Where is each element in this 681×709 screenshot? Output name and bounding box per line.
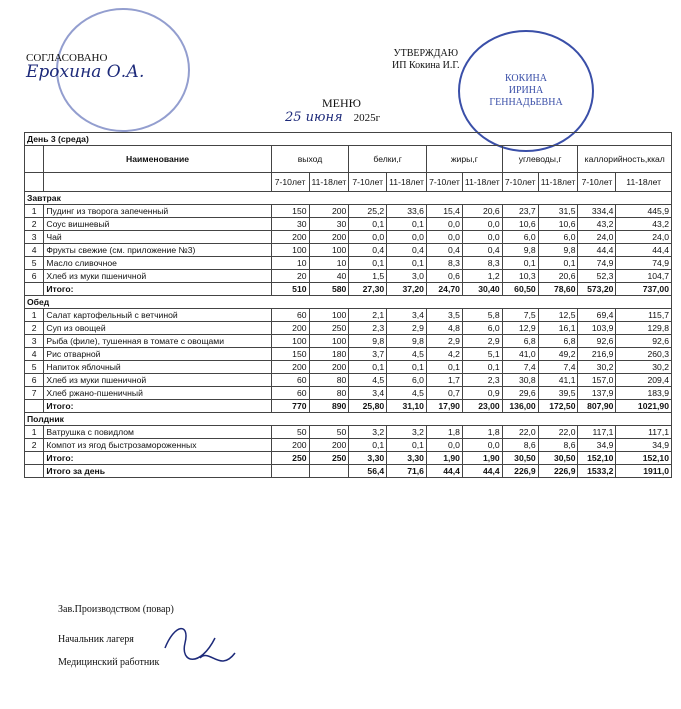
cell: 0,0 — [462, 439, 502, 452]
cell: 1 — [25, 205, 44, 218]
cell: 3,4 — [387, 309, 427, 322]
cell: 22,0 — [502, 426, 538, 439]
total-cell: 78,60 — [538, 283, 578, 296]
total-label: Итого: — [44, 400, 271, 413]
day-total-row — [25, 465, 672, 478]
cell: 200 — [309, 361, 349, 374]
cell: 2 — [25, 439, 44, 452]
cell: 0,4 — [426, 244, 462, 257]
cell: 10,6 — [538, 218, 578, 231]
total-label: Итого: — [44, 452, 271, 465]
table-row — [25, 348, 672, 361]
age-7-10: 7-10лет — [502, 173, 538, 192]
cell: 69,4 — [578, 309, 616, 322]
cell: 157,0 — [578, 374, 616, 387]
cell: 74,9 — [578, 257, 616, 270]
cell: 60 — [271, 387, 309, 400]
day-label: День 3 (среда) — [25, 133, 672, 146]
total-cell: 31,10 — [387, 400, 427, 413]
cell: 7,4 — [502, 361, 538, 374]
cell: 30 — [271, 218, 309, 231]
total-row — [25, 400, 672, 413]
total-cell: 1,90 — [426, 452, 462, 465]
cell: 100 — [309, 309, 349, 322]
footer-cook: Зав.Производством (повар) — [58, 604, 174, 615]
cell: 10,3 — [502, 270, 538, 283]
table-head-row — [25, 146, 672, 173]
cell: 9,8 — [502, 244, 538, 257]
cell: 1 — [25, 309, 44, 322]
cell: 20,6 — [462, 205, 502, 218]
col-name: Наименование — [44, 146, 271, 173]
age-7-10: 7-10лет — [349, 173, 387, 192]
total-cell: 3,30 — [349, 452, 387, 465]
table-row — [25, 374, 672, 387]
cell: 92,6 — [578, 335, 616, 348]
cell: 0,7 — [426, 387, 462, 400]
cell: 115,7 — [616, 309, 672, 322]
cell: 3,7 — [349, 348, 387, 361]
menu-date — [285, 110, 380, 125]
cell: 3,4 — [349, 387, 387, 400]
cell: 41,1 — [538, 374, 578, 387]
age-7-10: 7-10лет — [426, 173, 462, 192]
total-cell: 1,90 — [462, 452, 502, 465]
cell: 30 — [309, 218, 349, 231]
cell: 80 — [309, 374, 349, 387]
dish-name: Чай — [44, 231, 271, 244]
col-prot: белки,г — [349, 146, 427, 173]
cell: 4,5 — [387, 348, 427, 361]
cell: 445,9 — [616, 205, 672, 218]
total-cell: 37,20 — [387, 283, 427, 296]
cell: 34,9 — [616, 439, 672, 452]
cell: 0,1 — [426, 361, 462, 374]
cell: 6,0 — [387, 374, 427, 387]
cell: 3,2 — [349, 426, 387, 439]
approved-left-label: СОГЛАСОВАНО — [26, 52, 108, 64]
day-total-cell: 44,4 — [426, 465, 462, 478]
age-11-18: 11-18лет — [616, 173, 672, 192]
cell: 0,1 — [502, 257, 538, 270]
cell: 0,4 — [349, 244, 387, 257]
total-cell: 27,30 — [349, 283, 387, 296]
cell: 7 — [25, 387, 44, 400]
table-row — [25, 244, 672, 257]
total-cell: 25,80 — [349, 400, 387, 413]
cell: 0,4 — [462, 244, 502, 257]
cell: 5 — [25, 257, 44, 270]
total-cell: 1021,90 — [616, 400, 672, 413]
cell: 0,1 — [462, 361, 502, 374]
footer-signature — [160, 618, 240, 683]
cell: 6,0 — [538, 231, 578, 244]
total-cell: 172,50 — [538, 400, 578, 413]
cell: 200 — [271, 322, 309, 335]
total-cell: 3,30 — [387, 452, 427, 465]
dish-name: Хлеб из муки пшеничной — [44, 374, 271, 387]
table-row — [25, 257, 672, 270]
cell: 0,0 — [462, 231, 502, 244]
cell: 50 — [271, 426, 309, 439]
col-kcal: каллорийность,ккал — [578, 146, 672, 173]
cell: 30,8 — [502, 374, 538, 387]
cell: 1,7 — [426, 374, 462, 387]
dish-name: Фрукты свежие (см. приложение №3) — [44, 244, 271, 257]
age-11-18: 11-18лет — [462, 173, 502, 192]
cell: 40 — [309, 270, 349, 283]
cell: 50 — [309, 426, 349, 439]
cell: 39,5 — [538, 387, 578, 400]
cell: 0,6 — [426, 270, 462, 283]
cell: 150 — [271, 348, 309, 361]
cell: 9,8 — [538, 244, 578, 257]
cell: 4 — [25, 348, 44, 361]
cell: 4,5 — [387, 387, 427, 400]
cell: 0,1 — [387, 439, 427, 452]
menu-table — [24, 132, 672, 478]
age-7-10: 7-10лет — [271, 173, 309, 192]
cell — [25, 452, 44, 465]
cell: 2 — [25, 322, 44, 335]
cell: 41,0 — [502, 348, 538, 361]
col-fat: жиры,г — [426, 146, 502, 173]
cell: 2,9 — [462, 335, 502, 348]
day-total-cell: 1911,0 — [616, 465, 672, 478]
cell: 0,1 — [387, 257, 427, 270]
cell: 200 — [271, 361, 309, 374]
footer-medic: Медицинский работник — [58, 657, 160, 668]
cell: 34,9 — [578, 439, 616, 452]
cell: 200 — [271, 439, 309, 452]
table-row — [25, 205, 672, 218]
cell: 200 — [271, 231, 309, 244]
section-title: Обед — [25, 296, 672, 309]
table-row — [25, 387, 672, 400]
day-total-cell: 226,9 — [502, 465, 538, 478]
dish-name: Суп из овощей — [44, 322, 271, 335]
seal-line-2: ИРИНА — [508, 85, 544, 96]
page-title: МЕНЮ — [322, 96, 361, 110]
cell: 6,0 — [502, 231, 538, 244]
cell: 31,5 — [538, 205, 578, 218]
cell: 60 — [271, 374, 309, 387]
cell: 0,0 — [387, 231, 427, 244]
section-row — [25, 192, 672, 205]
total-cell: 770 — [271, 400, 309, 413]
cell: 1 — [25, 426, 44, 439]
table-row — [25, 439, 672, 452]
table-row — [25, 309, 672, 322]
cell: 117,1 — [578, 426, 616, 439]
total-cell: 17,90 — [426, 400, 462, 413]
cell: 8,3 — [426, 257, 462, 270]
cell: 1,5 — [349, 270, 387, 283]
cell: 29,6 — [502, 387, 538, 400]
cell: 5,8 — [462, 309, 502, 322]
day-total-cell — [309, 465, 349, 478]
approved-left-signature: Ерохина О.А. — [26, 62, 145, 82]
cell: 183,9 — [616, 387, 672, 400]
table-row — [25, 231, 672, 244]
cell: 0,4 — [387, 244, 427, 257]
total-cell: 30,50 — [538, 452, 578, 465]
cell: 24,0 — [616, 231, 672, 244]
cell: 30,2 — [578, 361, 616, 374]
cell: 80 — [309, 387, 349, 400]
menu-date-year: 2025г — [353, 112, 381, 124]
cell: 12,5 — [538, 309, 578, 322]
dish-name: Рис отварной — [44, 348, 271, 361]
cell: 5 — [25, 361, 44, 374]
day-total-cell: 1533,2 — [578, 465, 616, 478]
cell: 104,7 — [616, 270, 672, 283]
cell: 129,8 — [616, 322, 672, 335]
cell: 10,6 — [502, 218, 538, 231]
total-cell: 890 — [309, 400, 349, 413]
cell: 9,8 — [387, 335, 427, 348]
age-11-18: 11-18лет — [309, 173, 349, 192]
dish-name: Компот из ягод быстрозамороженных — [44, 439, 271, 452]
total-cell: 250 — [271, 452, 309, 465]
cell: 1,8 — [426, 426, 462, 439]
cell: 100 — [309, 335, 349, 348]
cell: 216,9 — [578, 348, 616, 361]
cell: 0,1 — [387, 218, 427, 231]
cell: 0,9 — [462, 387, 502, 400]
section-title: Полдник — [25, 413, 672, 426]
total-cell: 573,20 — [578, 283, 616, 296]
total-label: Итого: — [44, 283, 271, 296]
cell: 4 — [25, 244, 44, 257]
cell: 0,0 — [349, 231, 387, 244]
cell: 0,0 — [426, 439, 462, 452]
day-row — [25, 133, 672, 146]
total-cell: 737,00 — [616, 283, 672, 296]
cell: 6,8 — [538, 335, 578, 348]
cell: 2,3 — [462, 374, 502, 387]
total-cell: 24,70 — [426, 283, 462, 296]
cell: 3,0 — [387, 270, 427, 283]
dish-name: Ватрушка с повидлом — [44, 426, 271, 439]
cell: 52,3 — [578, 270, 616, 283]
section-row — [25, 296, 672, 309]
seal-line-3: ГЕННАДЬЕВНА — [489, 97, 563, 108]
cell — [25, 283, 44, 296]
table-row — [25, 361, 672, 374]
cell: 22,0 — [538, 426, 578, 439]
day-total-cell: 44,4 — [462, 465, 502, 478]
cell: 5,1 — [462, 348, 502, 361]
day-total-label: Итого за день — [44, 465, 271, 478]
day-total-cell: 71,6 — [387, 465, 427, 478]
dish-name: Соус вишневый — [44, 218, 271, 231]
cell: 2,3 — [349, 322, 387, 335]
cell: 12,9 — [502, 322, 538, 335]
table-row — [25, 335, 672, 348]
cell: 0,1 — [349, 218, 387, 231]
cell: 2 — [25, 218, 44, 231]
cell: 43,2 — [616, 218, 672, 231]
cell: 2,1 — [349, 309, 387, 322]
dish-name: Пудинг из творога запеченный — [44, 205, 271, 218]
cell: 0,1 — [349, 257, 387, 270]
cell: 0,0 — [426, 231, 462, 244]
col-out: выход — [271, 146, 349, 173]
total-cell: 136,00 — [502, 400, 538, 413]
total-cell: 580 — [309, 283, 349, 296]
total-cell: 510 — [271, 283, 309, 296]
cell: 6,0 — [462, 322, 502, 335]
cell: 200 — [309, 205, 349, 218]
approved-right-person: ИП Кокина И.Г. — [392, 60, 460, 71]
day-total-cell: 226,9 — [538, 465, 578, 478]
age-11-18: 11-18лет — [387, 173, 427, 192]
cell: 1,8 — [462, 426, 502, 439]
cell: 4,8 — [426, 322, 462, 335]
cell: 10 — [309, 257, 349, 270]
cell: 103,9 — [578, 322, 616, 335]
table-row — [25, 426, 672, 439]
cell: 6 — [25, 270, 44, 283]
dish-name: Рыба (филе), тушенная в томате с овощами — [44, 335, 271, 348]
cell: 10 — [271, 257, 309, 270]
total-cell: 30,50 — [502, 452, 538, 465]
cell: 3,5 — [426, 309, 462, 322]
approved-right-label: УТВЕРЖДАЮ — [393, 48, 458, 59]
age-11-18: 11-18лет — [538, 173, 578, 192]
cell: 30,2 — [616, 361, 672, 374]
cell: 100 — [309, 244, 349, 257]
cell: 20 — [271, 270, 309, 283]
day-total-cell — [271, 465, 309, 478]
menu-date-day: 25 июня — [285, 110, 343, 125]
cell — [25, 465, 44, 478]
cell: 49,2 — [538, 348, 578, 361]
table-row — [25, 322, 672, 335]
total-row — [25, 452, 672, 465]
dish-name: Хлеб ржано-пшеничный — [44, 387, 271, 400]
table-row — [25, 270, 672, 283]
cell: 16,1 — [538, 322, 578, 335]
cell: 117,1 — [616, 426, 672, 439]
cell: 8,6 — [538, 439, 578, 452]
cell: 137,9 — [578, 387, 616, 400]
cell: 4,2 — [426, 348, 462, 361]
cell: 74,9 — [616, 257, 672, 270]
section-row — [25, 413, 672, 426]
total-cell: 152,10 — [578, 452, 616, 465]
cell: 8,3 — [462, 257, 502, 270]
table-row — [25, 218, 672, 231]
cell: 0,1 — [349, 361, 387, 374]
dish-name: Салат картофельный с ветчиной — [44, 309, 271, 322]
cell: 0,0 — [426, 218, 462, 231]
cell: 92,6 — [616, 335, 672, 348]
cell: 7,4 — [538, 361, 578, 374]
cell: 334,4 — [578, 205, 616, 218]
cell: 0,1 — [349, 439, 387, 452]
cell: 2,9 — [426, 335, 462, 348]
day-total-cell: 56,4 — [349, 465, 387, 478]
section-title: Завтрак — [25, 192, 672, 205]
total-cell: 250 — [309, 452, 349, 465]
cell: 20,6 — [538, 270, 578, 283]
total-cell: 60,50 — [502, 283, 538, 296]
cell: 60 — [271, 309, 309, 322]
total-cell: 30,40 — [462, 283, 502, 296]
cell: 25,2 — [349, 205, 387, 218]
col-carb: углеводы,г — [502, 146, 578, 173]
dish-name: Хлеб из муки пшеничной — [44, 270, 271, 283]
cell: 209,4 — [616, 374, 672, 387]
cell: 44,4 — [578, 244, 616, 257]
dish-name: Напиток яблочный — [44, 361, 271, 374]
age-7-10: 7-10лет — [578, 173, 616, 192]
cell: 3,2 — [387, 426, 427, 439]
age-head-row — [25, 173, 672, 192]
cell: 1,2 — [462, 270, 502, 283]
dish-name: Масло сливочное — [44, 257, 271, 270]
seal-line-1: КОКИНА — [505, 73, 547, 84]
cell: 8,6 — [502, 439, 538, 452]
cell: 100 — [271, 335, 309, 348]
cell: 0,0 — [462, 218, 502, 231]
cell: 150 — [271, 205, 309, 218]
approved-right-block — [392, 48, 460, 72]
cell: 0,1 — [538, 257, 578, 270]
cell: 100 — [271, 244, 309, 257]
footer-head: Начальник лагеря — [58, 634, 134, 645]
cell: 180 — [309, 348, 349, 361]
cell: 4,5 — [349, 374, 387, 387]
cell: 2,9 — [387, 322, 427, 335]
cell: 260,3 — [616, 348, 672, 361]
total-cell: 152,10 — [616, 452, 672, 465]
cell: 9,8 — [349, 335, 387, 348]
cell: 23,7 — [502, 205, 538, 218]
cell: 44,4 — [616, 244, 672, 257]
cell: 15,4 — [426, 205, 462, 218]
cell: 3 — [25, 335, 44, 348]
cell: 33,6 — [387, 205, 427, 218]
cell: 43,2 — [578, 218, 616, 231]
cell: 250 — [309, 322, 349, 335]
cell: 3 — [25, 231, 44, 244]
cell: 24,0 — [578, 231, 616, 244]
cell: 6,8 — [502, 335, 538, 348]
cell: 200 — [309, 231, 349, 244]
cell: 6 — [25, 374, 44, 387]
cell — [25, 400, 44, 413]
cell: 200 — [309, 439, 349, 452]
total-cell: 23,00 — [462, 400, 502, 413]
cell: 0,1 — [387, 361, 427, 374]
total-row — [25, 283, 672, 296]
cell: 7,5 — [502, 309, 538, 322]
total-cell: 807,90 — [578, 400, 616, 413]
